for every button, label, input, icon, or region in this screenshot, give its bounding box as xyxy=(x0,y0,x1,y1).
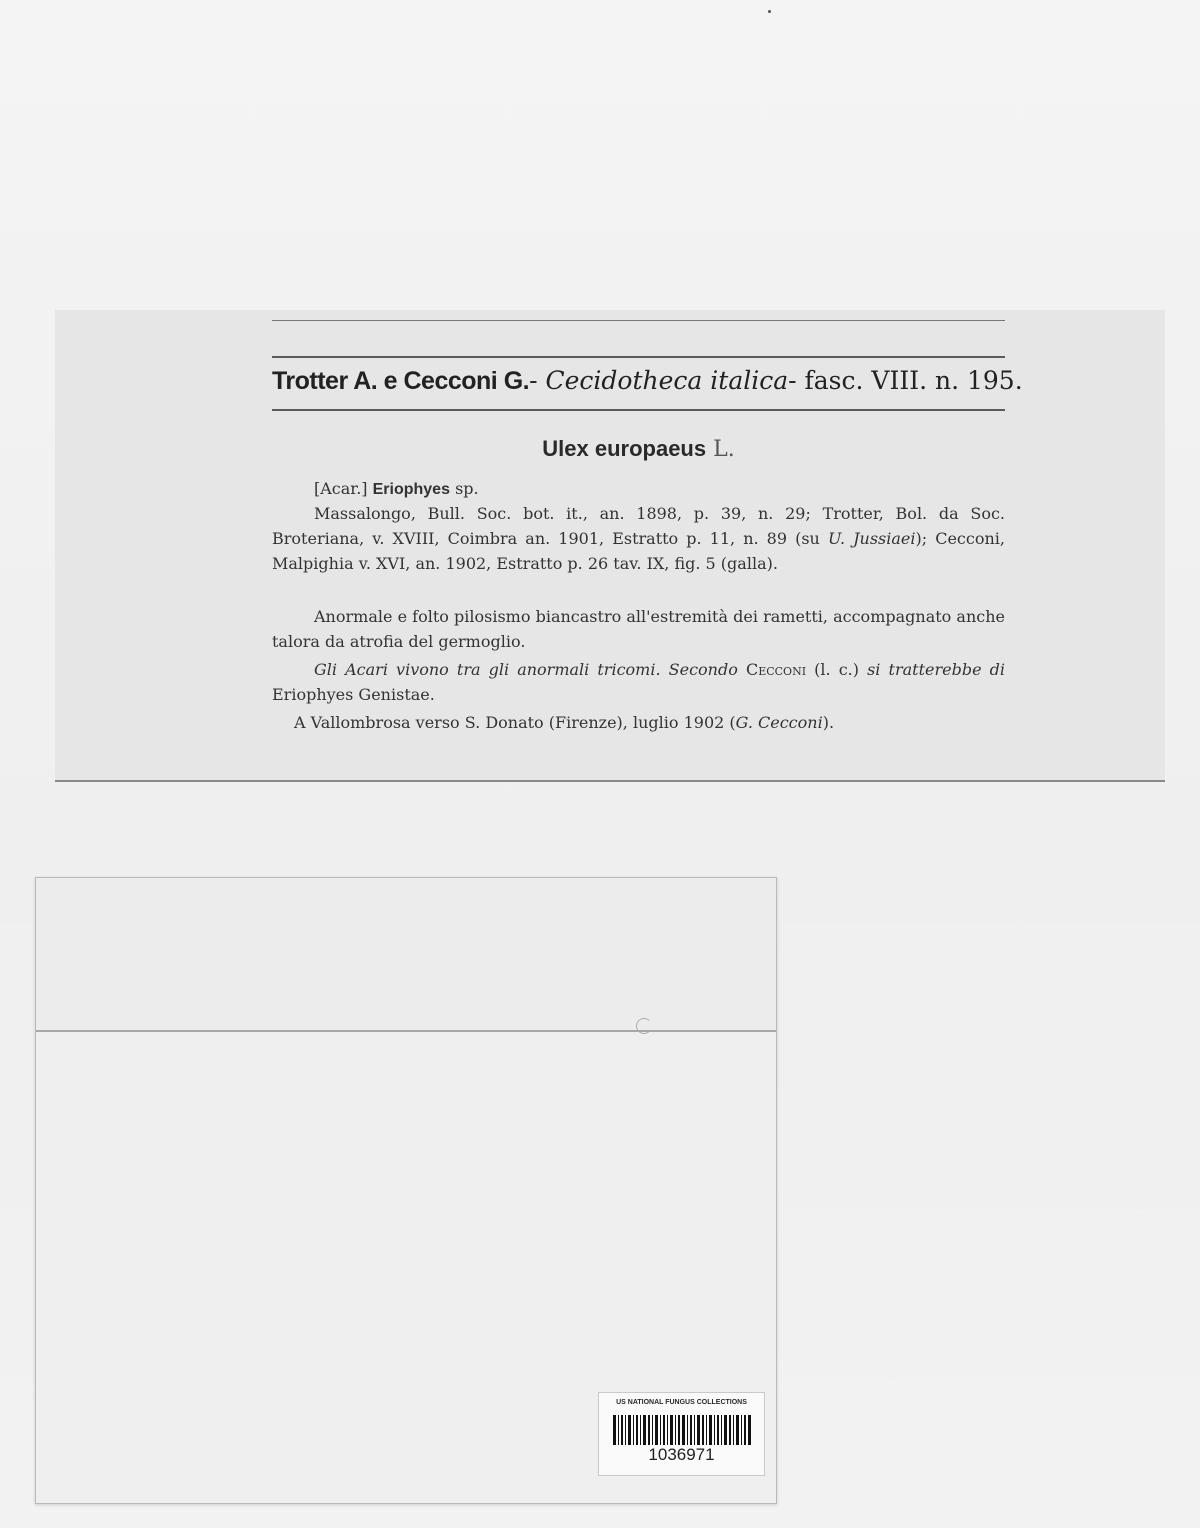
label-content xyxy=(272,310,1023,780)
header-rule-top xyxy=(272,356,1005,358)
locality-line xyxy=(272,710,1005,735)
collector-name: G. Cecconi xyxy=(735,713,823,732)
printed-label xyxy=(55,310,1165,780)
envelope-flap[interactable] xyxy=(36,878,776,1032)
references-italic: U. Jussiaei xyxy=(827,529,916,548)
species-title xyxy=(272,436,1005,462)
locality-end: ). xyxy=(822,713,835,732)
header-work-title: Cecidotheca italica xyxy=(545,366,789,395)
references-part2: ); Cecconi, Malpighia v. XVI, an. 1902, Estratto p. 26 tav. IX, fig. 5 (galla). xyxy=(272,529,1005,573)
header-authors: Trotter A. e Cecconi G. xyxy=(272,367,530,395)
species-author: L. xyxy=(713,437,735,462)
label-header xyxy=(272,366,1023,396)
top-rule xyxy=(272,320,1005,321)
taxon-name: Eriophyes xyxy=(372,481,450,498)
taxon-line xyxy=(272,476,1005,502)
description-text: Anormale e folto pilosismo biancastro all'estremità dei rametti, accompagnato anche talora da atrofia del germoglio. xyxy=(272,607,1005,651)
sticker-title: US NATIONAL FUNGUS COLLECTIONS xyxy=(616,1399,747,1406)
flap-mark xyxy=(636,1018,652,1034)
note-author: Cecconi xyxy=(745,660,807,679)
references-paragraph xyxy=(272,501,1005,576)
species-name: Ulex europaeus xyxy=(542,436,707,461)
barcode-icon xyxy=(613,1415,751,1445)
barcode-sticker xyxy=(598,1392,765,1476)
locality-text: A Vallombrosa verso S. Donato (Firenze), luglio 1902 ( xyxy=(294,713,736,732)
note-italic-2: si tratterebbe di xyxy=(867,660,1005,679)
note-italic-1: Gli Acari vivono tra gli anormali tricomi. Secondo xyxy=(314,660,738,679)
header-rule-bottom xyxy=(272,409,1005,411)
references-part1: Massalongo, Bull. Soc. bot. it., an. 1898, p. 39, n. 29; Trotter, Bol. da Soc. Broteriana, v. XVIII, Coimbra an. 1901, Estratto p. 11, n. 89 (su xyxy=(272,504,1005,548)
header-fascicle: - fasc. VIII. n. 195. xyxy=(788,366,1023,395)
note-paragraph xyxy=(272,657,1005,707)
header-separator: - xyxy=(529,366,546,395)
note-reference: (l. c.) xyxy=(806,660,859,679)
catalog-number: 1036971 xyxy=(648,1445,715,1464)
note-species: Eriophyes Genistae. xyxy=(272,685,435,704)
specimen-speck xyxy=(768,10,771,13)
taxon-suffix: sp. xyxy=(455,479,479,498)
taxon-prefix: [Acar.] xyxy=(314,479,368,498)
description-paragraph xyxy=(272,604,1005,654)
